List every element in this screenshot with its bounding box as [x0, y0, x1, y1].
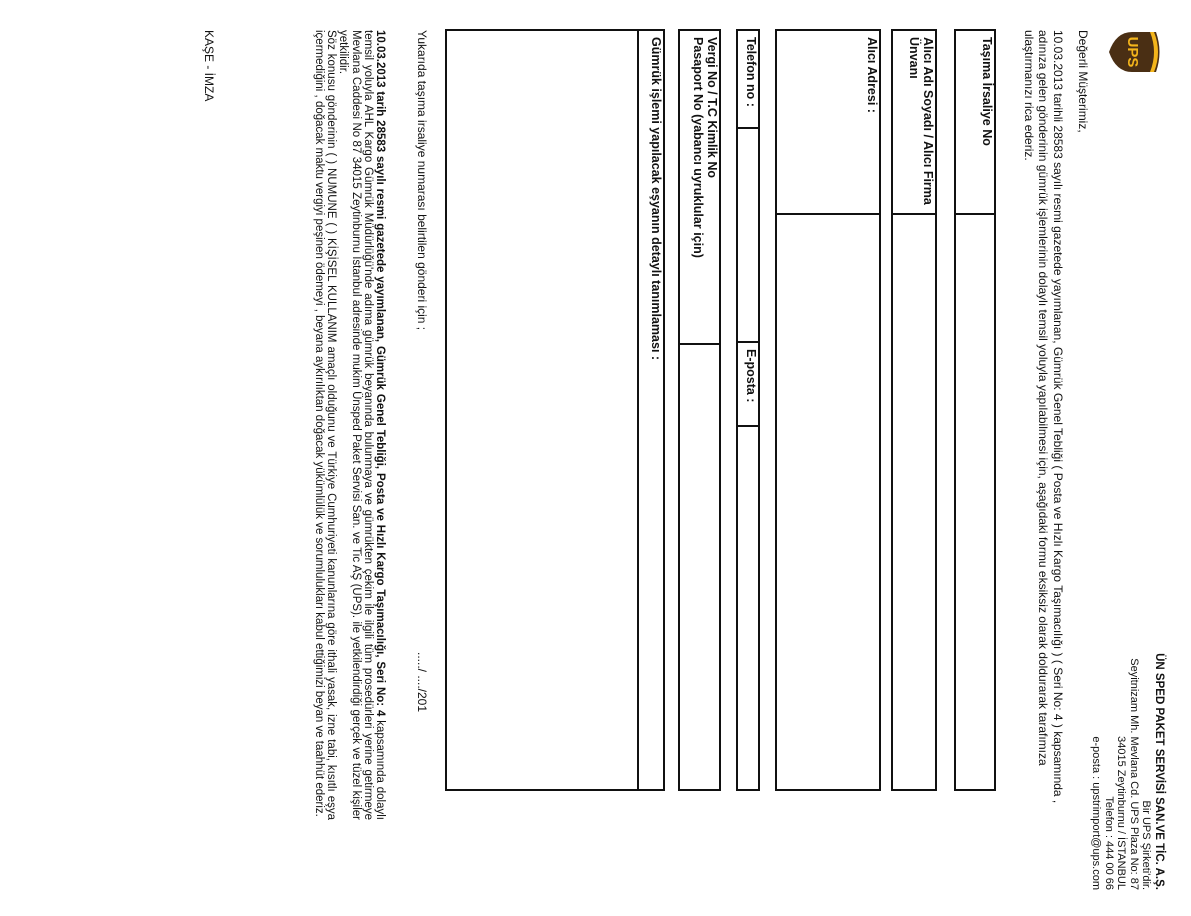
- ups-logo: [1108, 30, 1162, 74]
- tax-id-label-text: Vergi No / T.C Kimlik No: [705, 37, 719, 178]
- company-line-1: Bir UPS Şirketi'dir.: [1140, 800, 1153, 890]
- identity-input[interactable]: [679, 344, 720, 790]
- recipient-name-input[interactable]: [892, 214, 936, 790]
- legal-declaration: [313, 30, 386, 820]
- waybill-input[interactable]: [955, 214, 995, 790]
- recipient-address-input[interactable]: [776, 214, 880, 790]
- company-line-3: 34015 Zeytinburnu / İSTANBUL: [1115, 736, 1128, 890]
- shipment-reference-text: Yukarıda taşıma irsaliye numarası belirtilen gönderi için ;: [415, 30, 429, 331]
- company-name: ÜN SPED PAKET SERVİSİ SAN.VE TİC. A.Ş.: [1153, 653, 1165, 890]
- phone-label: Telefon no :: [737, 30, 759, 128]
- goods-description-input[interactable]: [446, 30, 638, 790]
- recipient-name-label: Alıcı Adı Soyadı / Alıcı Firma Ünvanı: [892, 30, 936, 214]
- contact-table: [736, 29, 760, 791]
- company-address-block: [1089, 520, 1165, 890]
- recipient-name-table: [891, 29, 937, 791]
- recipient-address-table: [775, 29, 881, 791]
- company-line-4: Telefon : 444 00 66: [1102, 796, 1115, 890]
- legal-bold-intro: 10.03.2013 tarih 28583 sayılı resmi gazetede yayımlanan, Gümrük Genel Tebliği, Posta ve Hızlı Kargo Taşımacılığı, Seri No: 4: [374, 30, 386, 717]
- date-field: ...../ ..../201: [415, 652, 429, 713]
- waybill-table: [954, 29, 996, 791]
- identity-table: [678, 29, 721, 791]
- email-input[interactable]: [737, 426, 759, 790]
- signature-label: KAŞE - İMZA: [202, 30, 216, 102]
- goods-description-table: [445, 29, 665, 791]
- legal-paragraph-1-rest: kapsamında dolaylı temsil yoluyla AHL Kargo Gümrük Müdürlüğü'nde adıma gümrük beyanında bulunmaya ve gümrükten çekim ile ilgili tüm prosedürleri yerine getirmeye Mevlana Caddesi No 87 34015 Zeytinburnu İstanbul adresinde mukim Ünsped Paket Servisi San. ve Tic AŞ (UPS). ile yetkilendirdiği gerçek ve tüzel kişiler yetkilidir.: [337, 30, 386, 820]
- legal-paragraph-1: [337, 30, 386, 820]
- legal-paragraph-2: Söz konusu gönderinin ( ) NUMUNE ( ) KİŞİSEL KULLANIM amaçlı olduğunu ve Türkiye Cumhuriyeti kanunlarına göre ithali yasak, izne tabi, kısıtlı eşya içermediğini , doğacak maktu vergiyi peşinen ödemeyi , beyana aykırılıktan doğacak yükümlülük ve sorumlulukları kabul ettiğimizi beyan ve taahhüt ederiz.: [312, 30, 338, 820]
- phone-input[interactable]: [737, 128, 759, 342]
- company-line-2: Seyitnizam Mh. Mevlana Cd. UPS Plaza No: 87: [1127, 658, 1140, 890]
- company-line-5: e-posta : upstrimport@ups.com: [1090, 736, 1103, 890]
- recipient-address-label: Alıcı Adresi :: [776, 30, 880, 214]
- email-label: E-posta :: [737, 342, 759, 426]
- ups-logo-text: UPS: [1124, 36, 1141, 68]
- waybill-label: Taşıma İrsaliye No: [955, 30, 995, 214]
- tax-id-label: [679, 30, 720, 344]
- passport-label-text: Pasaport No (yabancı uyruklular için): [691, 37, 705, 258]
- goods-description-label: Gümrük işlemi yapılacak eşyanın detaylı tanımlaması :: [638, 30, 664, 790]
- greeting: Değerli Müşterimiz,: [1076, 30, 1090, 133]
- intro-paragraph: 10.03.2013 tarihli 28583 sayılı resmi gazetede yayımlanan, Gümrük Genel Tebliği ( Posta ve Hızlı Kargo Taşımacılığı ) ( Seri No: 4 ) kapsamında , adınıza gelen gönderinin gümrük işlemlerinin dolaylı temsil yoluyla yapılabilmesi için, aşağıdaki formu eksiksiz olarak doldurarak tarafımıza ulaştırmanızı rica ederiz.: [1022, 30, 1065, 804]
